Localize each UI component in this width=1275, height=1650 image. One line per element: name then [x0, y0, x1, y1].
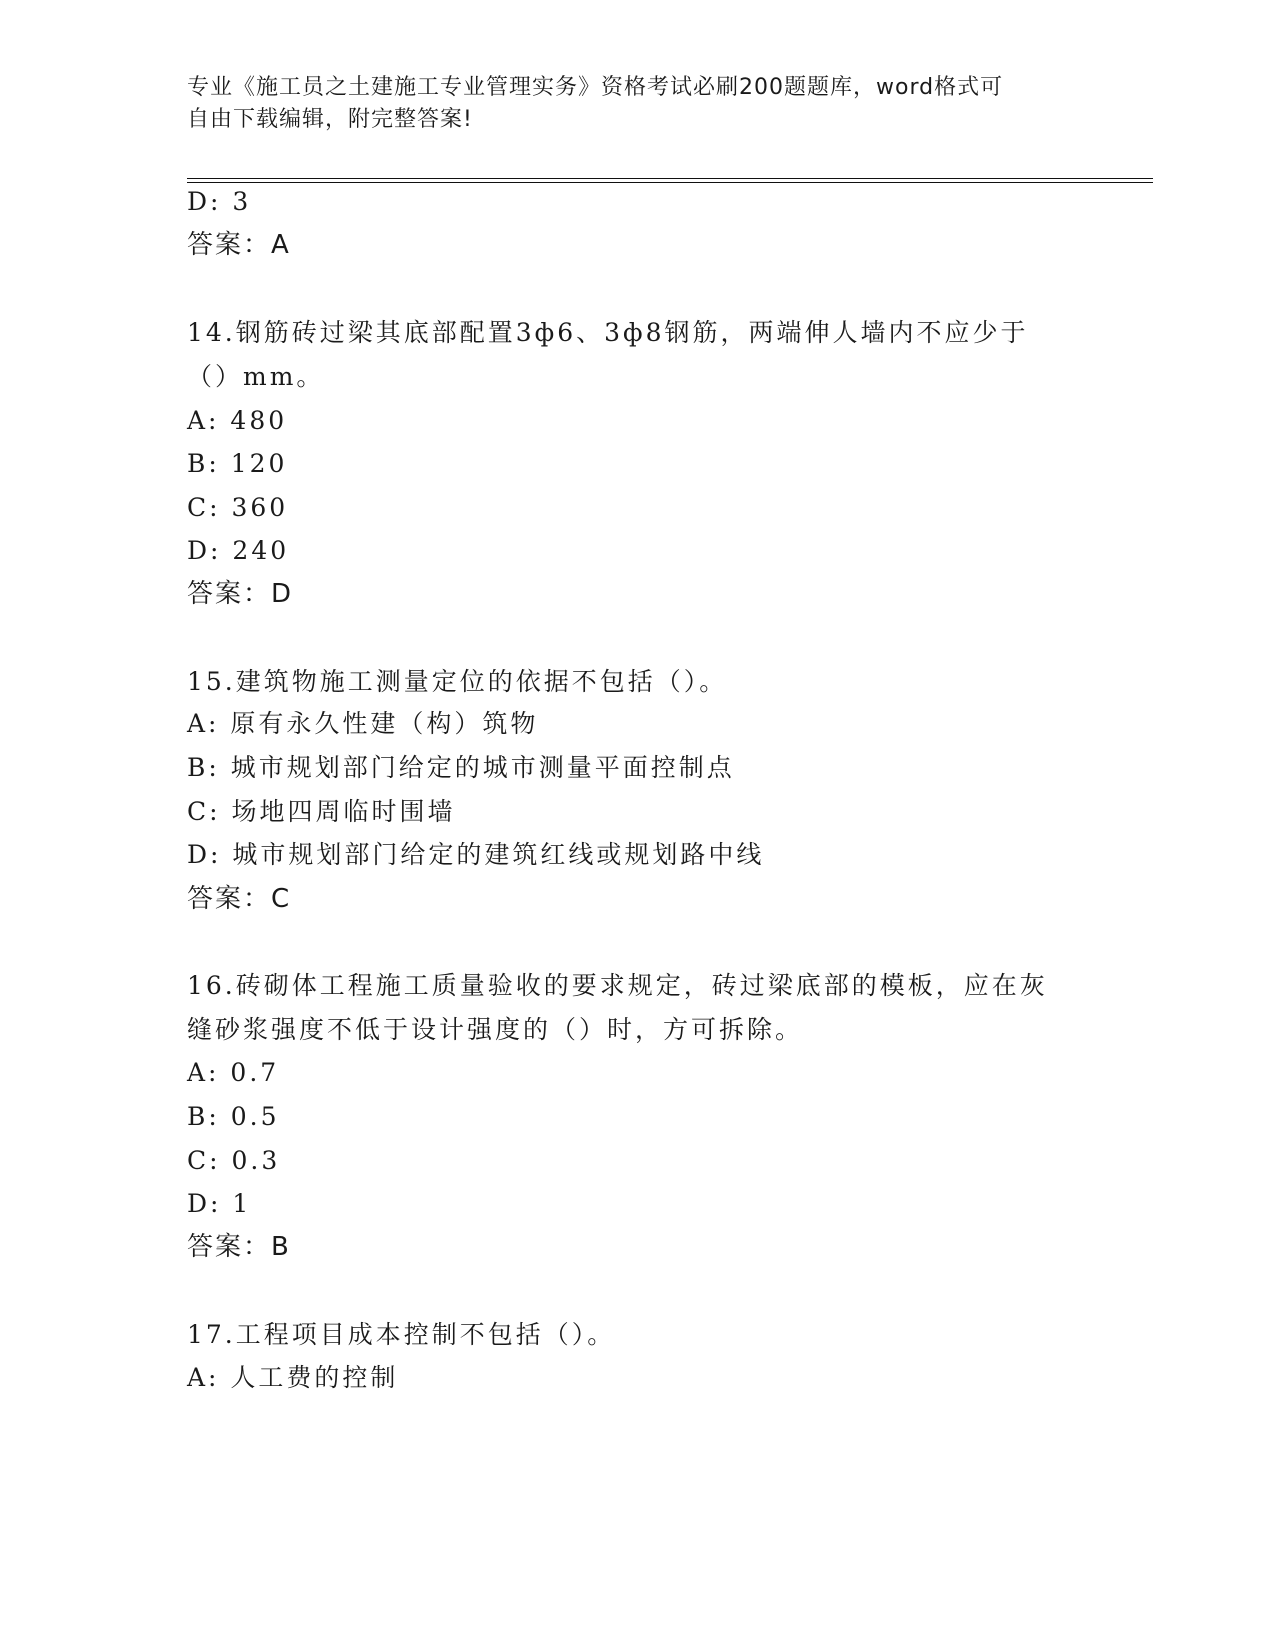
q15-option-c: C: 场地四周临时围墙 [187, 797, 456, 826]
q17-option-a: A: 人工费的控制 [187, 1363, 399, 1392]
q14-option-c: C: 360 [187, 493, 289, 522]
q16-option-a: A: 0.7 [187, 1058, 280, 1087]
q15-option-d: D: 城市规划部门给定的建筑红线或规划路中线 [187, 840, 765, 869]
q16-option-b: B: 0.5 [187, 1102, 280, 1131]
q14-stem-line-1: 14.钢筋砖过梁其底部配置3ф6、3ф8钢筋，两端伸人墙内不应少于 [187, 318, 1029, 347]
q16-stem-line-2: 缝砂浆强度不低于设计强度的（）时，方可拆除。 [187, 1015, 804, 1044]
q14-stem-line-2: （）mm。 [187, 362, 325, 391]
q14-answer: 答案：D [187, 579, 294, 609]
q15-option-b: B: 城市规划部门给定的城市测量平面控制点 [187, 753, 735, 782]
header-title-line-2: 自由下载编辑，附完整答案! [187, 107, 473, 132]
q14-option-d: D: 240 [187, 536, 290, 565]
q15-answer: 答案：C [187, 884, 292, 914]
q16-stem-line-1: 16.砖砌体工程施工质量验收的要求规定，砖过梁底部的模板，应在灰 [187, 971, 1048, 1000]
prev-answer: 答案：A [187, 230, 291, 260]
header-divider-top [187, 178, 1153, 179]
q15-option-a: A: 原有永久性建（构）筑物 [187, 709, 539, 738]
prev-option-d: D: 3 [187, 187, 252, 216]
q15-stem-line-1: 15.建筑物施工测量定位的依据不包括（）。 [187, 667, 728, 696]
q17-stem-line-1: 17.工程项目成本控制不包括（）。 [187, 1320, 616, 1349]
q14-option-a: A: 480 [187, 406, 288, 435]
q16-option-d: D: 1 [187, 1189, 252, 1218]
q16-answer: 答案：B [187, 1232, 291, 1262]
q16-option-c: C: 0.3 [187, 1146, 281, 1175]
document-header [187, 72, 1087, 136]
header-title-line-1: 专业《施工员之土建施工专业管理实务》资格考试必刷200题题库，word格式可 [187, 75, 1004, 100]
q14-option-b: B: 120 [187, 449, 288, 478]
header-divider-bottom [187, 182, 1153, 183]
